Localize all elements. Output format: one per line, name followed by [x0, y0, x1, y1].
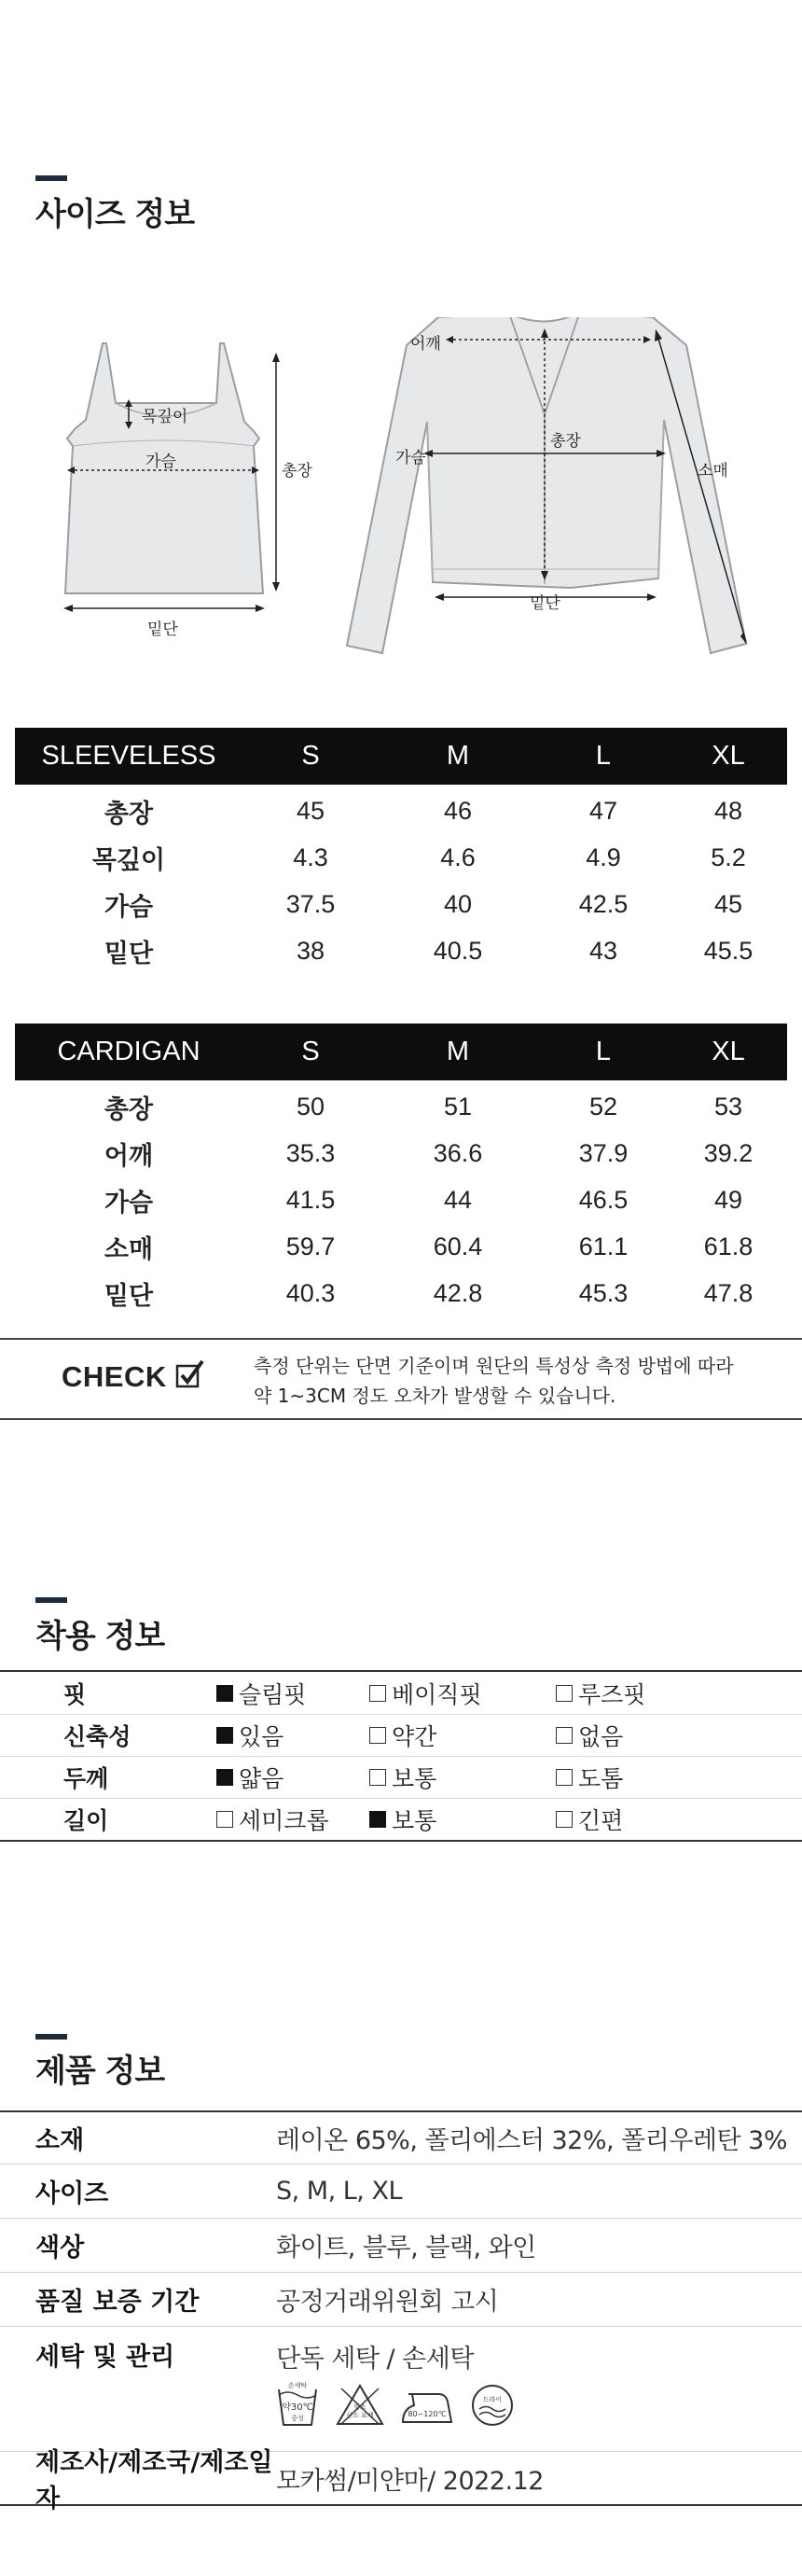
header-cell: M — [446, 741, 470, 771]
table-cell: 61.1 — [578, 1232, 629, 1260]
table-cell: 44 — [443, 1185, 473, 1214]
fit-option-label: 루즈핏 — [578, 1680, 646, 1708]
table-cell: 61.8 — [703, 1232, 754, 1260]
cardigan-size-table — [15, 1023, 787, 1316]
fit-option-label: 슬림핏 — [239, 1680, 307, 1708]
size-info-title: 사이즈 정보 — [35, 196, 195, 233]
section-accent-bar — [35, 1597, 67, 1603]
sleeveless-length-label: 총장 — [282, 462, 312, 480]
fit-option-label: 있음 — [239, 1723, 284, 1750]
header-cell: S — [301, 741, 320, 771]
table-cell: 59.7 — [285, 1232, 336, 1260]
table-cell: 38 — [296, 936, 325, 965]
table-row — [15, 1223, 787, 1270]
fit-option — [556, 1761, 742, 1794]
cardigan-length-label: 총장 — [550, 432, 581, 451]
table-cell: 45 — [713, 889, 743, 918]
sleeveless-size-table — [15, 728, 787, 974]
info-label: 소재 — [35, 2126, 85, 2155]
info-row — [0, 2448, 802, 2513]
fit-option — [556, 1677, 742, 1710]
checkbox-empty-icon — [216, 1811, 233, 1828]
fit-option — [369, 1761, 556, 1794]
fit-option-label: 보통 — [392, 1765, 437, 1792]
header-cell: CARDIGAN — [57, 1037, 200, 1066]
iron-temp-text: 80~120℃ — [408, 2410, 447, 2418]
header-cell: XL — [712, 1037, 745, 1066]
fit-row-label: 두께 — [63, 1765, 109, 1792]
table-cell: 40 — [443, 889, 473, 918]
table-row — [15, 787, 787, 834]
fit-option-label: 도톰 — [578, 1765, 624, 1792]
header-cell: M — [446, 1037, 470, 1066]
row-label: 어깨 — [104, 1141, 154, 1171]
info-row — [0, 2273, 802, 2327]
checkbox-filled-icon — [216, 1685, 233, 1702]
fit-row — [0, 1714, 802, 1756]
row-label: 가슴 — [104, 892, 154, 922]
row-label: 밑단 — [104, 939, 154, 968]
table-row — [15, 1177, 787, 1223]
table-cell: 51 — [443, 1092, 473, 1121]
info-row — [0, 2219, 802, 2273]
cardigan-shoulder-label: 어깨 — [410, 335, 441, 354]
table-cell: 49 — [713, 1185, 743, 1214]
no-bleach-icon — [336, 2383, 384, 2428]
checkbox-empty-icon — [369, 1769, 386, 1786]
fit-option — [179, 1677, 369, 1710]
table-cell: 4.9 — [586, 842, 621, 871]
table-cell: 47.8 — [703, 1278, 754, 1307]
fit-row-label: 길이 — [63, 1807, 109, 1834]
info-row — [0, 2327, 802, 2452]
table-header — [15, 728, 787, 785]
table-cell: 43 — [588, 936, 618, 965]
table-row — [15, 834, 787, 881]
fit-option-label: 보통 — [392, 1807, 437, 1834]
fit-row — [0, 1672, 802, 1714]
table-cell: 37.9 — [578, 1138, 629, 1167]
fit-option — [556, 1719, 742, 1752]
cardigan-hem-label: 밑단 — [530, 594, 560, 613]
product-info-title: 제품 정보 — [35, 2053, 165, 2090]
table-cell: 46 — [443, 796, 473, 825]
checkbox-filled-icon — [216, 1769, 233, 1786]
table-cell: 50 — [296, 1092, 325, 1121]
check-text-line: 약 1~3CM 정도 오차가 발생할 수 있습니다. — [254, 1385, 616, 1407]
sleeveless-hem-label: 밑단 — [147, 620, 178, 639]
care-info — [276, 2327, 802, 2429]
checkbox-filled-icon — [216, 1727, 233, 1744]
info-row — [0, 2110, 802, 2165]
checkbox-empty-icon — [556, 1769, 573, 1786]
section-accent-bar — [35, 175, 67, 181]
fit-option-label: 베이직핏 — [392, 1680, 482, 1708]
table-cell: 45 — [296, 796, 325, 825]
checkbox-check-icon — [175, 1358, 205, 1390]
fit-info-table — [0, 1670, 802, 1842]
sleeveless-chest-label: 가슴 — [145, 453, 176, 471]
row-label: 소매 — [104, 1234, 154, 1264]
info-value: 모카썸/미얀마/ 2022.12 — [276, 2466, 544, 2496]
size-illustrations — [0, 317, 802, 672]
info-label: 사이즈 — [35, 2179, 109, 2208]
checkbox-empty-icon — [556, 1811, 573, 1828]
checkbox-empty-icon — [556, 1727, 573, 1744]
table-cell: 36.6 — [433, 1138, 483, 1167]
row-label: 총장 — [104, 1094, 154, 1124]
table-cell: 37.5 — [285, 889, 336, 918]
fit-option — [556, 1803, 742, 1836]
checkbox-empty-icon — [369, 1685, 386, 1702]
info-value: 화이트, 블루, 블랙, 와인 — [276, 2234, 536, 2263]
sleeveless-neck-label: 목깊이 — [142, 408, 188, 426]
checkbox-empty-icon — [369, 1727, 386, 1744]
table-cell: 45.3 — [578, 1278, 629, 1307]
table-cell: 4.6 — [440, 842, 476, 871]
table-row — [15, 1083, 787, 1130]
wash-top-text: 손세탁 — [287, 2382, 308, 2389]
fit-option-label: 약간 — [392, 1723, 437, 1750]
fit-option — [179, 1803, 369, 1836]
hand-wash-icon — [276, 2382, 319, 2429]
table-cell: 46.5 — [578, 1185, 629, 1214]
table-row — [15, 881, 787, 927]
product-info-table — [0, 2110, 802, 2513]
header-cell: L — [595, 1037, 612, 1066]
table-cell: 40.3 — [285, 1278, 336, 1307]
header-cell: SLEEVELESS — [41, 741, 216, 771]
fit-option — [179, 1761, 369, 1794]
sleeveless-illustration — [63, 343, 280, 612]
table-cell: 45.5 — [703, 936, 754, 965]
table-cell: 41.5 — [285, 1185, 336, 1214]
fit-row-label: 핏 — [63, 1680, 87, 1708]
table-cell: 52 — [588, 1092, 618, 1121]
table-cell: 47 — [588, 796, 618, 825]
dry-text: 드라이 — [482, 2396, 503, 2403]
wash-bottom-text: 중성 — [291, 2415, 304, 2422]
header-cell: L — [595, 741, 612, 771]
table-cell: 48 — [713, 796, 743, 825]
table-cell: 35.3 — [285, 1138, 336, 1167]
wash-temp-text: 약30℃ — [282, 2402, 313, 2413]
table-cell: 4.3 — [293, 842, 328, 871]
bleach-text: 산소 표백 — [346, 2412, 374, 2419]
row-label: 총장 — [104, 799, 154, 828]
fit-info-title: 착용 정보 — [35, 1618, 165, 1655]
table-cell: 40.5 — [433, 936, 483, 965]
checkbox-empty-icon — [556, 1685, 573, 1702]
care-icons — [276, 2382, 802, 2429]
table-cell: 53 — [713, 1092, 743, 1121]
info-value: 레이온 65%, 폴리에스터 32%, 폴리우레탄 3% — [276, 2126, 787, 2155]
table-row — [15, 1270, 787, 1316]
row-label: 목깊이 — [91, 845, 166, 875]
info-value: S, M, L, XL — [276, 2177, 403, 2206]
row-label: 밑단 — [104, 1281, 154, 1311]
info-value: 단독 세탁 / 손세탁 — [276, 2345, 474, 2374]
info-label: 색상 — [35, 2234, 85, 2263]
table-cell: 39.2 — [703, 1138, 754, 1167]
header-cell: XL — [712, 741, 745, 771]
info-value: 공정거래위원회 고시 — [276, 2288, 499, 2317]
cardigan-chest-label: 가슴 — [395, 449, 426, 467]
check-label: CHECK — [62, 1360, 167, 1393]
info-label: 세탁 및 관리 — [35, 2342, 175, 2372]
iron-icon — [401, 2385, 453, 2426]
row-label: 가슴 — [104, 1188, 154, 1218]
fit-option-label: 없음 — [578, 1723, 624, 1750]
fit-option — [179, 1719, 369, 1752]
table-row — [15, 927, 787, 974]
fit-option — [369, 1719, 556, 1752]
fit-row-label: 신축성 — [63, 1723, 131, 1750]
info-label: 제조사/제조국/제조일자 — [35, 2448, 273, 2513]
bleach-text: 염소 — [353, 2403, 366, 2411]
table-cell: 42.5 — [578, 889, 629, 918]
check-notice — [0, 1338, 802, 1420]
table-cell: 5.2 — [711, 842, 746, 871]
header-cell: S — [301, 1037, 320, 1066]
fit-option-label: 긴편 — [578, 1807, 624, 1834]
table-cell: 42.8 — [433, 1278, 483, 1307]
check-text-line: 측정 단위는 단면 기준이며 원단의 특성상 측정 방법에 따라 — [254, 1355, 734, 1377]
fit-row — [0, 1756, 802, 1798]
info-row — [0, 2165, 802, 2219]
checkbox-filled-icon — [369, 1811, 386, 1828]
info-label: 품질 보증 기간 — [35, 2288, 200, 2317]
table-header — [15, 1023, 787, 1080]
fit-row — [0, 1798, 802, 1840]
table-row — [15, 1130, 787, 1177]
table-cell: 60.4 — [433, 1232, 483, 1260]
check-text — [254, 1351, 776, 1411]
fit-option-label: 얇음 — [239, 1765, 284, 1792]
fit-option — [369, 1677, 556, 1710]
fit-option — [369, 1803, 556, 1836]
dry-clean-icon — [470, 2383, 515, 2428]
garment-diagram — [0, 317, 802, 672]
fit-option-label: 세미크롭 — [239, 1807, 329, 1834]
cardigan-sleeve-label: 소매 — [698, 462, 728, 480]
section-accent-bar — [35, 2034, 67, 2040]
